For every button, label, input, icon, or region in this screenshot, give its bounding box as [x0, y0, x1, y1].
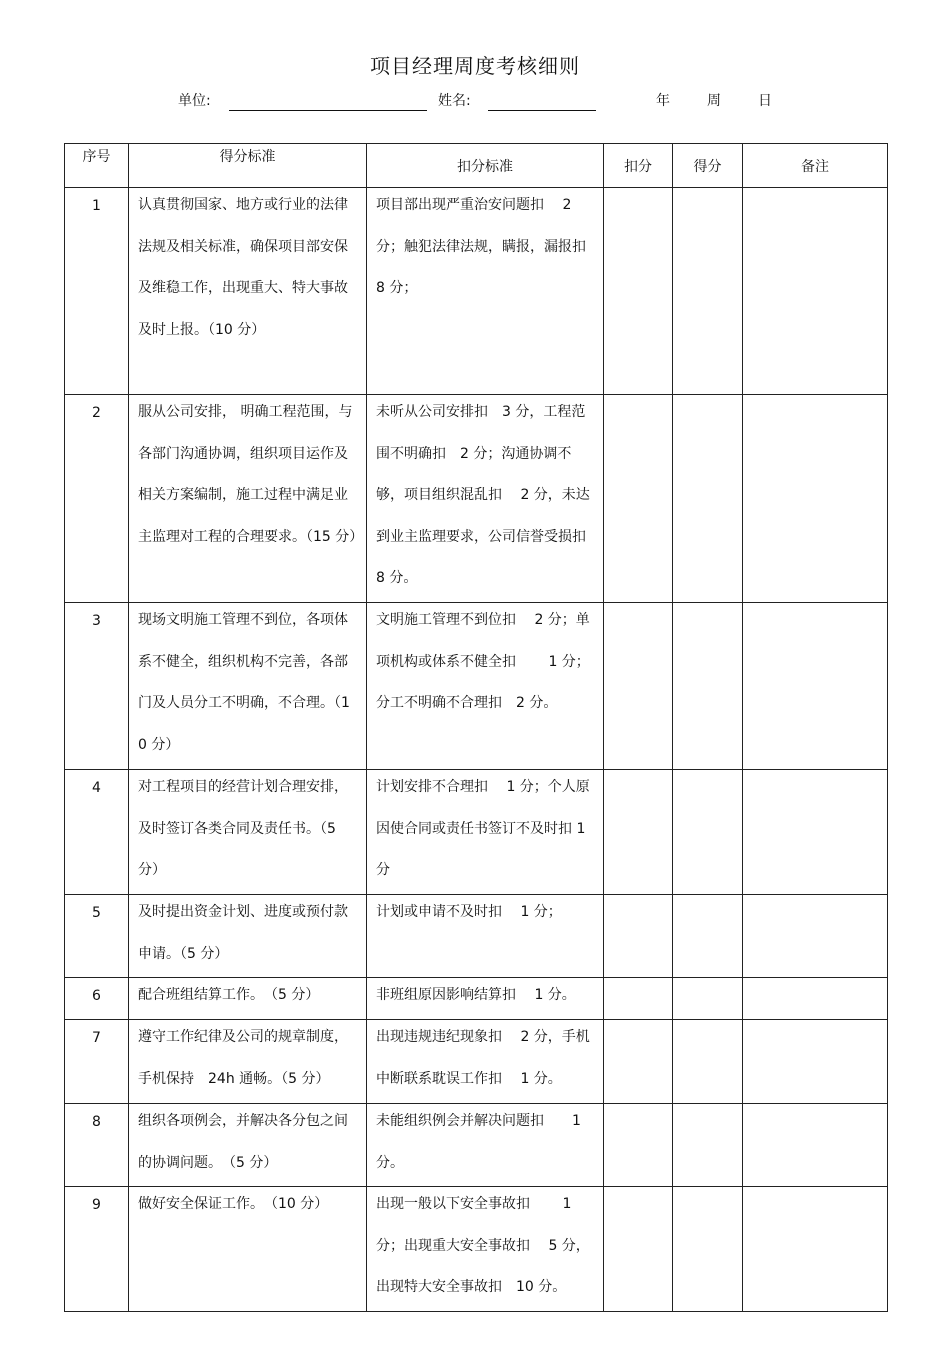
- row-deduct-standard: 未听从公司安排扣 3 分，工程范围不明确扣 2 分；沟通协调不够，项目组织混乱扣 2 分，未达到业主监理要求，公司信誉受损扣 8 分。: [367, 395, 604, 603]
- row-score-standard: 服从公司安排， 明确工程范围，与各部门沟通协调，组织项目运作及相关方案编制，施工过程中满足业主监理对工程的合理要求。（15 分）: [129, 395, 367, 603]
- name-field-line[interactable]: [488, 110, 596, 111]
- remark-cell[interactable]: [743, 770, 888, 895]
- table-header-row: [65, 144, 888, 188]
- table-row: [65, 1104, 888, 1187]
- header-deduct: 扣分: [604, 144, 673, 188]
- deduct-cell[interactable]: [604, 770, 673, 895]
- row-deduct-standard: 项目部出现严重治安问题扣 2 分；触犯法律法规，瞒报，漏报扣 8 分；: [367, 188, 604, 395]
- row-no: 3: [65, 603, 129, 770]
- row-deduct-standard: 文明施工管理不到位扣 2 分；单项机构或体系不健全扣 1 分；分工不明确不合理扣 2 分。: [367, 603, 604, 770]
- remark-cell[interactable]: [743, 1104, 888, 1187]
- row-score-standard: 对工程项目的经营计划合理安排，及时签订各类合同及责任书。（5 分）: [129, 770, 367, 895]
- score-cell[interactable]: [673, 770, 743, 895]
- row-no: 8: [65, 1104, 129, 1187]
- row-score-standard: 认真贯彻国家、地方或行业的法律法规及相关标准，确保项目部安保及维稳工作，出现重大、特大事故及时上报。（10 分）: [129, 188, 367, 395]
- row-deduct-standard: 未能组织例会并解决问题扣 1 分。: [367, 1104, 604, 1187]
- deduct-cell[interactable]: [604, 1020, 673, 1104]
- header-score-standard: 得分标准: [129, 144, 367, 188]
- row-score-standard: 及时提出资金计划、进度或预付款申请。（5 分）: [129, 895, 367, 978]
- row-no: 9: [65, 1187, 129, 1312]
- remark-cell[interactable]: [743, 603, 888, 770]
- deduct-cell[interactable]: [604, 1104, 673, 1187]
- header-remark: 备注: [743, 144, 888, 188]
- score-cell[interactable]: [673, 1187, 743, 1312]
- week-label: 周: [707, 93, 721, 109]
- row-score-standard: 遵守工作纪律及公司的规章制度，手机保持 24h 通畅。（5 分）: [129, 1020, 367, 1104]
- year-label: 年: [656, 93, 670, 109]
- page-title: 项目经理周度考核细则: [370, 54, 580, 78]
- name-label: 姓名:: [438, 93, 471, 109]
- row-no: 1: [65, 188, 129, 395]
- header-no: 序号: [65, 144, 129, 188]
- deduct-cell[interactable]: [604, 1187, 673, 1312]
- header-score: 得分: [673, 144, 743, 188]
- score-cell[interactable]: [673, 1104, 743, 1187]
- remark-cell[interactable]: [743, 1020, 888, 1104]
- row-deduct-standard: 计划安排不合理扣 1 分；个人原因使合同或责任书签订不及时扣 1 分: [367, 770, 604, 895]
- row-no: 4: [65, 770, 129, 895]
- header-deduct-standard: 扣分标准: [367, 144, 604, 188]
- table-row: [65, 395, 888, 603]
- day-label: 日: [758, 93, 772, 109]
- score-cell[interactable]: [673, 978, 743, 1020]
- score-cell[interactable]: [673, 1020, 743, 1104]
- table-row: [65, 895, 888, 978]
- score-cell[interactable]: [673, 895, 743, 978]
- remark-cell[interactable]: [743, 1187, 888, 1312]
- row-deduct-standard: 计划或申请不及时扣 1 分；: [367, 895, 604, 978]
- deduct-cell[interactable]: [604, 395, 673, 603]
- row-no: 2: [65, 395, 129, 603]
- score-cell[interactable]: [673, 603, 743, 770]
- row-score-standard: 配合班组结算工作。 （5 分）: [129, 978, 367, 1020]
- deduct-cell[interactable]: [604, 895, 673, 978]
- row-deduct-standard: 出现违规违纪现象扣 2 分，手机中断联系耽误工作扣 1 分。: [367, 1020, 604, 1104]
- remark-cell[interactable]: [743, 188, 888, 395]
- remark-cell[interactable]: [743, 395, 888, 603]
- row-score-standard: 现场文明施工管理不到位，各项体系不健全，组织机构不完善，各部门及人员分工不明确，不合理。（10 分）: [129, 603, 367, 770]
- table-row: [65, 1020, 888, 1104]
- table-row: [65, 770, 888, 895]
- score-cell[interactable]: [673, 395, 743, 603]
- deduct-cell[interactable]: [604, 603, 673, 770]
- remark-cell[interactable]: [743, 978, 888, 1020]
- row-no: 7: [65, 1020, 129, 1104]
- row-no: 5: [65, 895, 129, 978]
- table-row: [65, 978, 888, 1020]
- remark-cell[interactable]: [743, 895, 888, 978]
- table-row: [65, 603, 888, 770]
- table-row: [65, 188, 888, 395]
- row-deduct-standard: 出现一般以下安全事故扣 1 分；出现重大安全事故扣 5 分，出现特大安全事故扣 10 分。: [367, 1187, 604, 1312]
- score-cell[interactable]: [673, 188, 743, 395]
- deduct-cell[interactable]: [604, 978, 673, 1020]
- assessment-table: [64, 143, 888, 1312]
- row-deduct-standard: 非班组原因影响结算扣 1 分。: [367, 978, 604, 1020]
- unit-label: 单位:: [178, 93, 211, 109]
- row-no: 6: [65, 978, 129, 1020]
- row-score-standard: 组织各项例会，并解决各分包之间的协调问题。 （5 分）: [129, 1104, 367, 1187]
- unit-field-line[interactable]: [229, 110, 427, 111]
- deduct-cell[interactable]: [604, 188, 673, 395]
- row-score-standard: 做好安全保证工作。 （10 分）: [129, 1187, 367, 1312]
- table-row: [65, 1187, 888, 1312]
